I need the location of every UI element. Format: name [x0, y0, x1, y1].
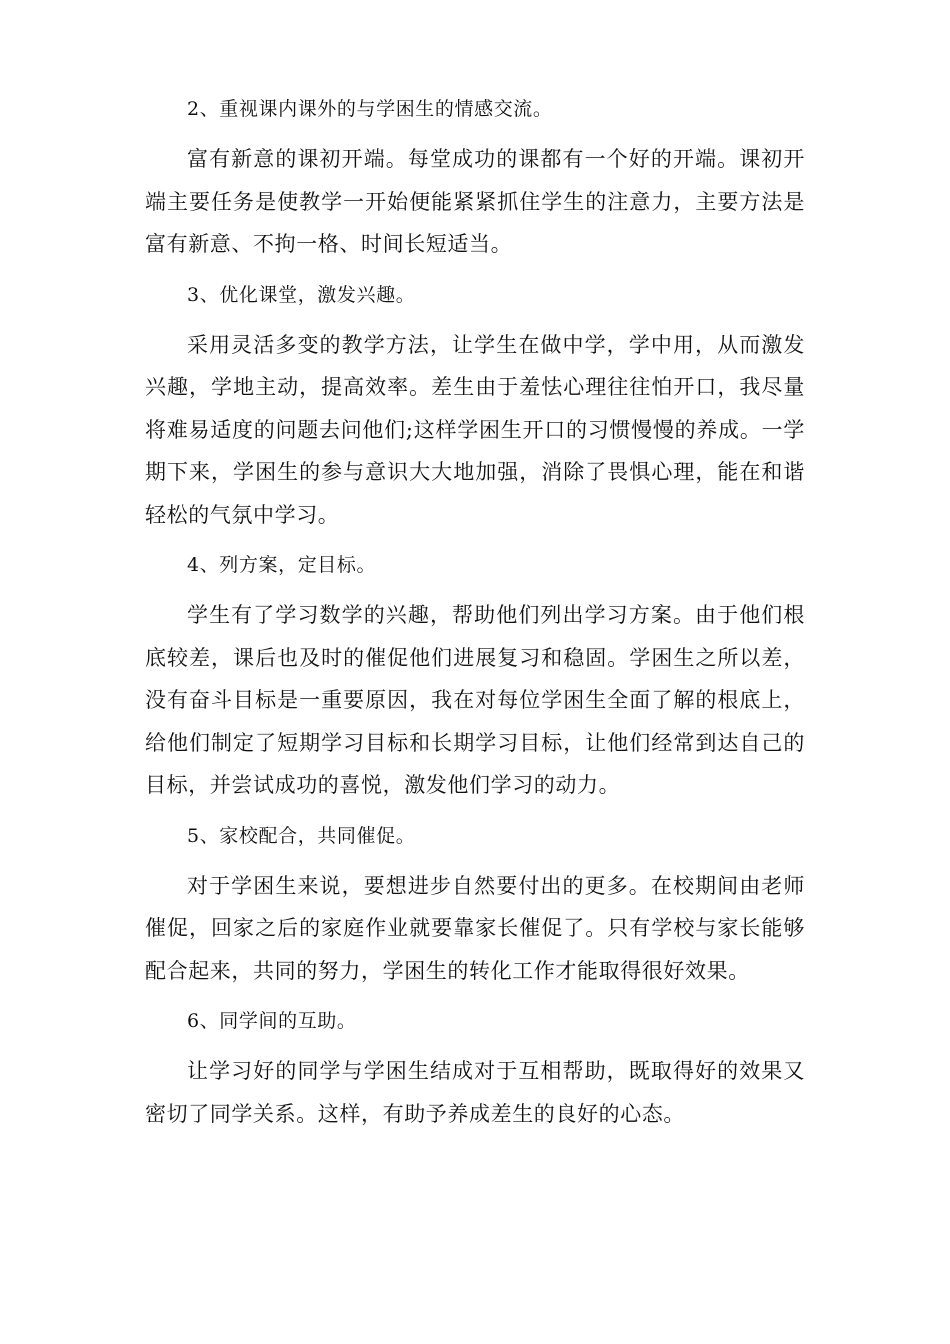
section-heading-5: 5、家校配合，共同催促。	[187, 824, 416, 847]
section-heading-3: 3、优化课堂，激发兴趣。	[187, 283, 416, 306]
section-body-3: 采用灵活多变的教学方法，让学生在做中学，学中用，从而激发兴趣，学地主动，提高效率。差生由于羞怯心理往往怕开口，我尽量将难易适度的问题去问他们;这样学困生开口的习惯慢慢的养成。一学期下来，学困生的参与意识大大地加强，消除了畏惧心理，能在和谐轻松的气氛中学习。	[145, 332, 805, 527]
section-heading-4: 4、列方案，定目标。	[187, 554, 377, 576]
section-body-5: 对于学困生来说，要想进步自然要付出的更多。在校期间由老师催促，回家之后的家庭作业就要靠家长催促了。只有学校与家长能够配合起来，共同的努力，学困生的转化工作才能取得很好效果。	[145, 873, 805, 983]
document-body	[145, 88, 805, 1143]
section-heading-2: 2、重视课内课外的与学困生的情感交流。	[187, 98, 553, 120]
section-body-6: 让学习好的同学与学困生结成对于互相帮助，既取得好的效果又密切了同学关系。这样，有助予养成差生的良好的心态。	[145, 1059, 805, 1126]
section-heading-6: 6、同学间的互助。	[187, 1010, 357, 1032]
section-body-2: 富有新意的课初开端。每堂成功的课都有一个好的开端。课初开端主要任务是使教学一开始便能紧紧抓住学生的注意力，主要方法是富有新意、不拘一格、时间长短适当。	[145, 147, 805, 256]
section-body-4: 学生有了学习数学的兴趣，帮助他们列出学习方案。由于他们根底较差，课后也及时的催促他们进展复习和稳固。学困生之所以差，没有奋斗目标是一重要原因，我在对每位学困生全面了解的根底上，给他们制定了短期学习目标和长期学习目标，让他们经常到达自己的目标，并尝试成功的喜悦，激发他们学习的动力。	[145, 603, 805, 797]
